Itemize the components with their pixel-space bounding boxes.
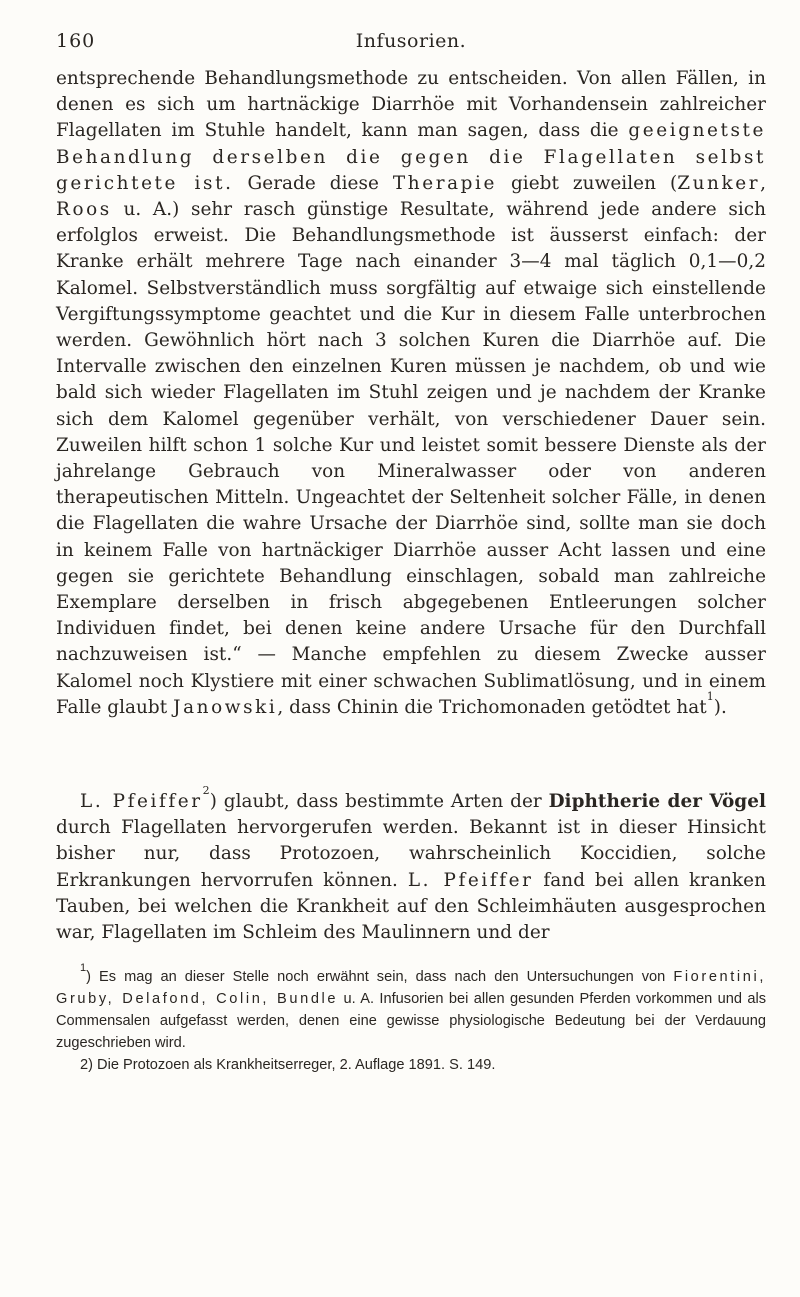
- author-names: Fiorentini, Gruby, Delafond, Colin, Bundle: [56, 969, 766, 1008]
- footnotes: [56, 962, 766, 1076]
- footnote-2: 2) Die Protozoen als Krankheitserreger, 2. Auflage 1891. S. 149.: [80, 1057, 496, 1074]
- author-name: Zunker: [677, 172, 761, 194]
- author-name: L. Pfeiffer: [80, 791, 203, 813]
- bold-term: Diphtherie der Vögel: [548, 791, 766, 813]
- author-name: Janowski: [173, 696, 278, 718]
- paragraph-treatment: entsprechende Behandlungsmethode zu entscheiden. Von allen Fällen, in denen es sich um hartnäckige Diarrhöe mit Vorhandensein zahlreicher Flagellaten im Stuhle handelt, kann man sagen, dass die geeignetste Behandlung derselben die gegen die Flagellaten selbst gerichtete ist. Gerade diese Therapie giebt zuweilen (Zunker, Roos u. A.) sehr rasch günstige Resultate, während jede andere sich erfolglos erweist. Die Behandlungsmethode ist äusserst einfach: der Kranke erhält mehrere Tage nach einander 3—4 mal täglich 0,1—0,2 Kalomel. Selbstverständlich muss sorgfältig auf etwaige sich einstellende Vergiftungssymptome geachtet und die Kur in diesem Falle unterbrochen werden. Gewöhnlich hört nach 3 solchen Kuren die Diarrhöe auf. Die Intervalle zwischen den einzelnen Kuren müssen je nachdem, ob und wie bald sich wieder Flagellaten im Stuhl zeigen und je nachdem der Kranke sich dem Kalomel gegenüber verhält, von verschiedener Dauer sein. Zuweilen hilft schon 1 solche Kur und leistet somit bessere Dienste als der jahrelange Gebrauch von Mineralwasser oder von anderen therapeutischen Mitteln. Ungeachtet der Seltenheit solcher Fälle, in denen die Flagellaten die wahre Ursache der Diarrhöe sind, sollte man sie doch in keinem Falle von hartnäckiger Diarrhöe ausser Acht lassen und eine gegen sie gerichtete Behandlung einschlagen, sobald man zahlreiche Exemplare derselben in frisch abgegebenen Entleerungen solcher Individuen findet, bei denen keine andere Ursache für den Durchfall nachzuweisen ist.“ — Manche empfehlen zu diesem Zwecke ausser Kalomel noch Klystiere mit einer schwachen Sublimatlösung, und in einem Falle glaubt Janowski, dass Chinin die Trichomonaden getödtet hat$^1$).: [56, 68, 766, 718]
- page-header: [56, 30, 766, 64]
- author-name: Roos: [56, 199, 112, 221]
- footnote-ref-2: 2: [202, 784, 210, 798]
- footnote-ref-1: 1: [706, 689, 714, 703]
- page-number: 160: [56, 30, 96, 52]
- footnote-1: $^1$) Es mag an dieser Stelle noch erwähnt sein, dass nach den Untersuchungen von Fiorentini, Gruby, Delafond, Colin, Bundle u. A. Infusorien bei allen gesunden Pferden vorkommen und als Commensalen aufgefasst werden, denen eine gewisse physiologische Bedeutung bei der Verdauung zugeschrieben wird.: [56, 962, 766, 1052]
- author-name: L. Pfeiffer: [407, 869, 534, 891]
- paragraph-pfeiffer: L. Pfeiffer$^2$) glaubt, dass bestimmte Arten der Diphtherie der Vögel durch Flagellaten hervorgerufen werden. Bekannt ist in dieser Hinsicht bisher nur, dass Protozoen, wahrscheinlich Koccidien, solche Erkrankungen hervorrufen können. L. Pfeiffer fand bei allen kranken Tauben, bei welchen die Krankheit auf den Schleimhäuten ausgesprochen war, Flagellaten im Schleim des Maulinnern und der: [56, 784, 766, 944]
- book-page: [56, 30, 766, 1076]
- running-title: Infusorien.: [355, 30, 467, 52]
